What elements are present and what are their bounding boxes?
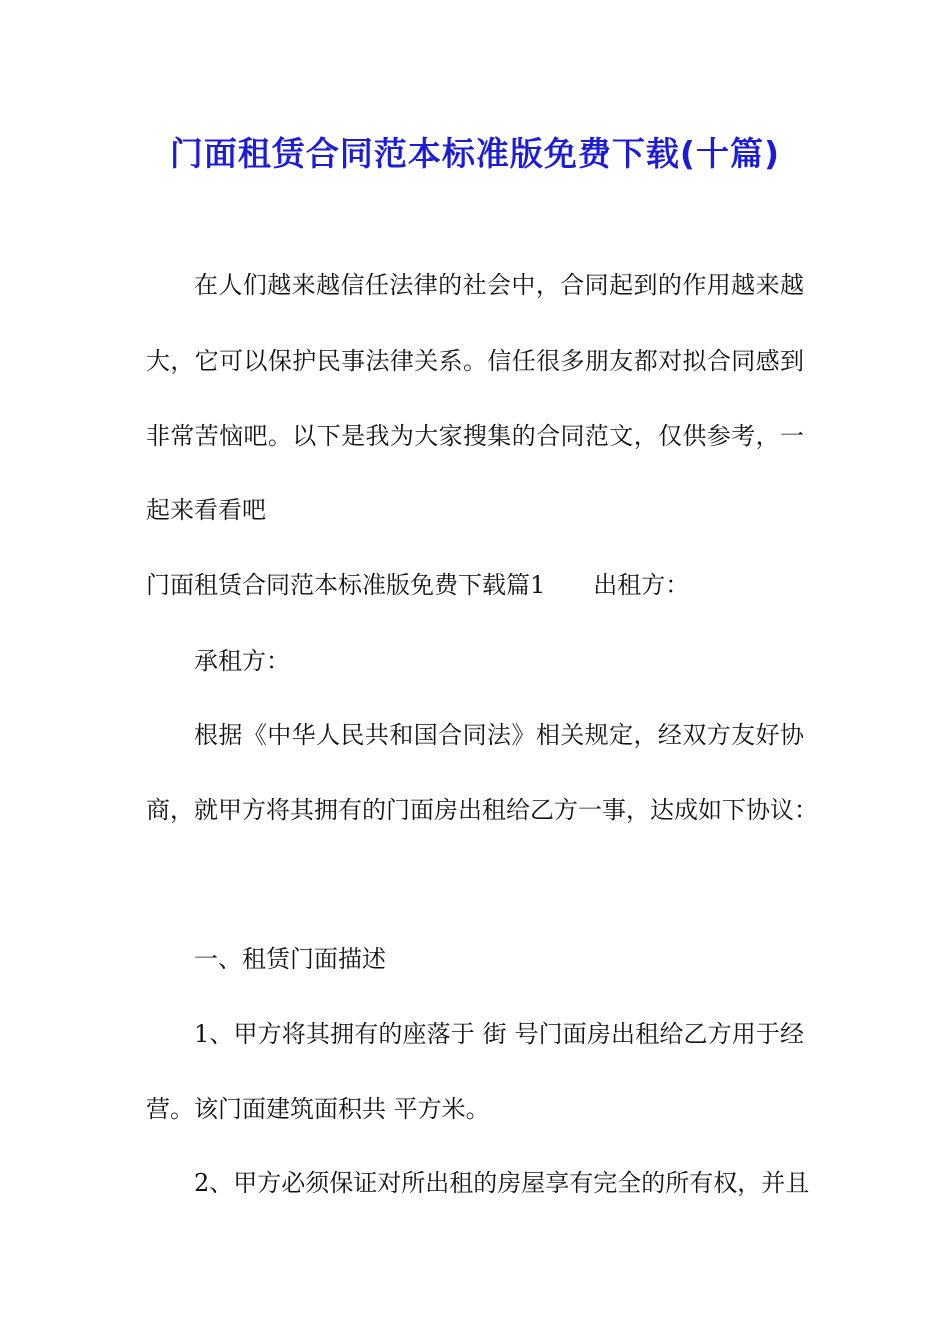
preamble-line-1: 根据《中华人民共和国合同法》相关规定，经双方友好协: [194, 721, 804, 749]
clause-1-1-line-2: 营。该门面建筑面积共 平方米。: [146, 1095, 490, 1123]
intro-line-1: 在人们越来越信任法律的社会中，合同起到的作用越来越: [194, 271, 804, 299]
intro-line-4: 起来看看吧: [146, 496, 266, 524]
intro-line-2: 大，它可以保护民事法律关系。信任很多朋友都对拟合同感到: [146, 347, 804, 375]
lessee-label: 承租方：: [194, 647, 290, 675]
clause-1-heading: 一、租赁门面描述: [194, 945, 386, 973]
section-heading-line: [146, 570, 689, 600]
lessor-label: 出租方：: [593, 571, 690, 599]
clause-1-2-line-1: 2、甲方必须保证对所出租的房屋享有完全的所有权，并且: [194, 1169, 810, 1197]
preamble-line-2: 商，就甲方将其拥有的门面房出租给乙方一事，达成如下协议：: [146, 796, 818, 824]
intro-line-3: 非常苦恼吧。以下是我为大家搜集的合同范文，仅供参考，一: [146, 422, 804, 450]
clause-1-1-line-1: 1、甲方将其拥有的座落于 街 号门面房出租给乙方用于经: [194, 1020, 804, 1048]
document-title: 门面租赁合同范本标准版免费下载(十篇): [169, 134, 781, 173]
section-heading: 门面租赁合同范本标准版免费下载篇1: [146, 571, 546, 599]
